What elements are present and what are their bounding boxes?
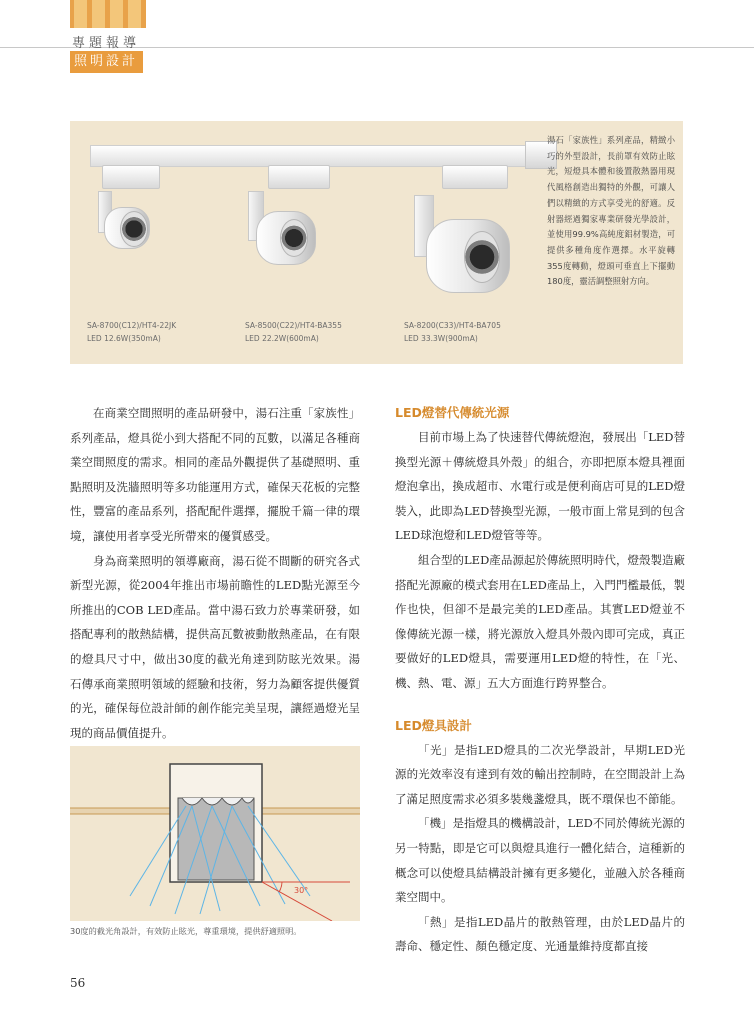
cutoff-angle-diagram: [70, 746, 360, 921]
body-paragraph: 「機」是指燈具的機構設計，LED不同於傳統光源的另一特點，即是它可以與燈具進行一體化結合，這種新的概念可以使燈具結構設計擁有更多變化，並融入於各種商業空間中。: [395, 816, 685, 905]
diagram-svg: [70, 746, 360, 921]
section-heading: LED燈具設計: [395, 717, 472, 733]
section-heading: LED燈替代傳統光源: [395, 405, 510, 420]
diagram-caption: 30度的截光角設計，有效防止眩光，尊重環境，提供舒適照明。: [70, 926, 302, 936]
track-rail: [90, 145, 547, 167]
angle-label: 30°: [294, 886, 309, 895]
fixture-lens: [280, 219, 308, 257]
body-paragraph: 在商業空間照明的產品研發中，湯石注重「家族性」系列產品，燈具從小到大搭配不同的瓦數，以滿足各種商業空間照度的需求。相同的產品外觀提供了基礎照明、重點照明及洗牆照明等多功能運用方式，確保天花板的完整性，豐富的產品系列，搭配配件選擇，擺脫千篇一律的環境，讓使用者享受光所帶來的優質感受。: [70, 406, 360, 543]
body-paragraph: 組合型的LED產品源起於傳統照明時代，燈殼製造廠搭配光源廠的模式套用在LED產品上，入門門檻最低，製作也快，但卻不是最完美的LED產品。其實LED燈並不像傳統光源一樣，將光源放入燈具外殼內即可完成，真正要做好的LED燈具，需要運用LED燈的特性，在「光、機、熱、電、源」五大方面進行跨界整合。: [395, 552, 685, 690]
header-decoration: [70, 0, 146, 28]
page-number: 56: [70, 976, 86, 990]
fixture-lens: [464, 231, 500, 283]
body-paragraph: 目前市場上為了快速替代傳統燈泡，發展出「LED替換型光源＋傳統燈具外殼」的組合，亦即把原本燈具裡面燈泡拿出，換成超市、水電行或是便利商店可見的LED燈裝入，此即為LED替換型光源，一般市面上常見到的包含LED球泡燈和LED燈管等等。: [395, 430, 685, 543]
body-paragraph: 「光」是指LED燈具的二次光學設計，早期LED光源的光效率沒有達到有效的輸出控制時，在空間設計上為了滿足照度需求必須多裝幾盞燈具，既不環保也不節能。: [395, 742, 685, 806]
left-column: [70, 401, 360, 745]
section-title: 專題報導: [72, 36, 141, 51]
body-paragraph: 身為商業照明的領導廠商，湯石從不間斷的研究各式新型光源，從2004年推出市場前瞻性的LED點光源至今所推出的COB LED產品。當中湯石致力於專業研發，如搭配專利的散熱結構，提供高瓦數被動散熱產品，在有限的燈具尺寸中，做出30度的截光角達到防眩光效果。湯石傳承商業照明領域的經驗和技術，努力為顧客提供優質的光，確保每位設計師的創作能完美呈現，讓經過燈光呈現的商品價值提升。: [70, 553, 360, 740]
product-caption: SA-8500(C22)/HT4-BA355 LED 22.2W(600mA): [245, 321, 342, 343]
fixture-lens: [120, 211, 148, 247]
track-adapter: [268, 165, 330, 189]
track-adapter: [102, 165, 160, 189]
product-photo: [70, 121, 683, 364]
subsection-badge: 照明設計: [70, 51, 143, 73]
right-column: [395, 401, 685, 959]
product-caption: SA-8200(C33)/HT4-BA705 LED 33.3W(900mA): [404, 321, 501, 343]
product-caption: SA-8700(C12)/HT4-22JK LED 12.6W(350mA): [87, 321, 177, 343]
track-adapter: [442, 165, 508, 189]
body-paragraph: 「熱」是指LED晶片的散熱管理，由於LED晶片的壽命、穩定性、顏色穩定度、光通量維持度都直接: [395, 914, 685, 954]
photo-description: 湯石「家族性」系列產品，精緻小巧的外型設計，長前罩有效防止眩光，短燈具本體和後置散熱器用現代風格創造出獨特的外觀，可讓人們以精緻的方式享受光的舒適。反射器經過獨家專業研發光學設計，並使用99.9%高純度鋁材製造，可提供多種角度作選擇。水平旋轉355度轉動，燈頭可垂直上下擺動180度，靈活調整照射方向。: [547, 135, 675, 287]
